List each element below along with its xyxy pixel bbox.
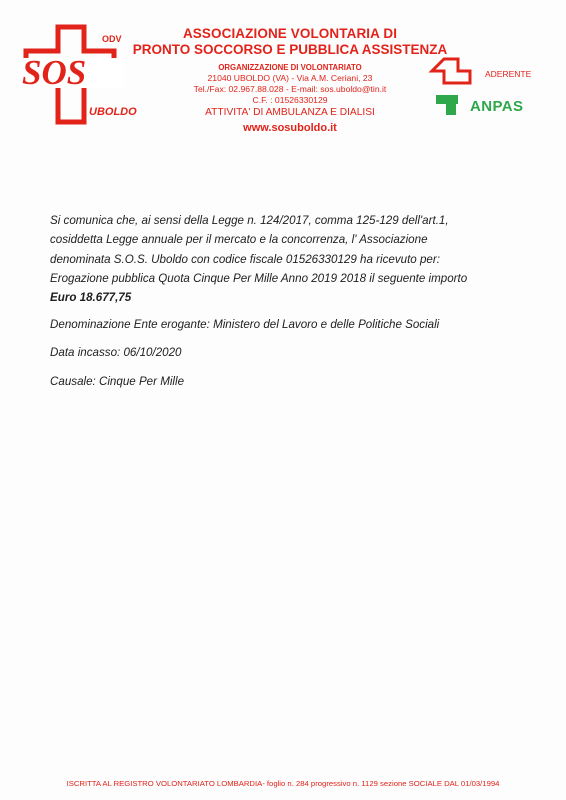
amount: Euro 18.677,75 — [50, 291, 132, 305]
organization-header — [120, 26, 460, 135]
anpas-name: ANPAS — [470, 98, 524, 115]
ente-erogante: Denominazione Ente erogante: Ministero del Lavoro e delle Politiche Sociali — [50, 318, 440, 331]
header-organization-type: ORGANIZZAZIONE DI VOLONTARIATO — [218, 63, 362, 72]
sos-logo-letters: SOS — [22, 53, 87, 92]
header-address: 21040 UBOLDO (VA) - Via A.M. Ceriani, 23 — [207, 73, 373, 83]
anpas-logo — [428, 57, 548, 121]
body-line-1: Si comunica che, ai sensi della Legge n. 124/2017, comma 125-129 dell'art.1, — [50, 214, 449, 227]
body-line-2: cosiddetta Legge annuale per il mercato e la concorrenza, l' Associazione — [50, 233, 428, 247]
header-website: www.sosuboldo.it — [243, 122, 337, 134]
registry-footer: ISCRITTA AL REGISTRO VOLONTARIATO LOMBARDIA- foglio n. 284 progressivo n. 1129 sezione SOCIALE DAL 01/03/1994 — [66, 779, 500, 788]
header-activity: ATTIVITA' DI AMBULANZA E DIALISI — [205, 107, 375, 118]
anpas-aderente-label: ADERENTE — [485, 69, 532, 79]
header-line-2: PRONTO SOCCORSO E PUBBLICA ASSISTENZA — [132, 42, 448, 57]
data-incasso: Data incasso: 06/10/2020 — [50, 346, 182, 359]
anpas-cross-icon — [428, 57, 472, 117]
header-fiscal-code: C.F. : 01526330129 — [252, 95, 328, 105]
body-line-3: denominata S.O.S. Uboldo con codice fiscale 01526330129 ha ricevuto per: — [50, 252, 440, 266]
communication-paragraph — [50, 211, 520, 307]
odv-tag: ODV — [102, 34, 122, 44]
header-line-1: ASSOCIAZIONE VOLONTARIA DI — [182, 26, 398, 41]
letter-body — [50, 211, 520, 307]
body-line-4: Erogazione pubblica Quota Cinque Per Mille Anno 2019 2018 il seguente importo — [50, 271, 468, 285]
uboldo-label: UBOLDO — [89, 106, 137, 118]
header-contacts: Tel./Fax: 02.967.88.028 - E-mail: sos.uboldo@tin.it — [193, 84, 387, 94]
causale: Causale: Cinque Per Mille — [50, 375, 185, 388]
